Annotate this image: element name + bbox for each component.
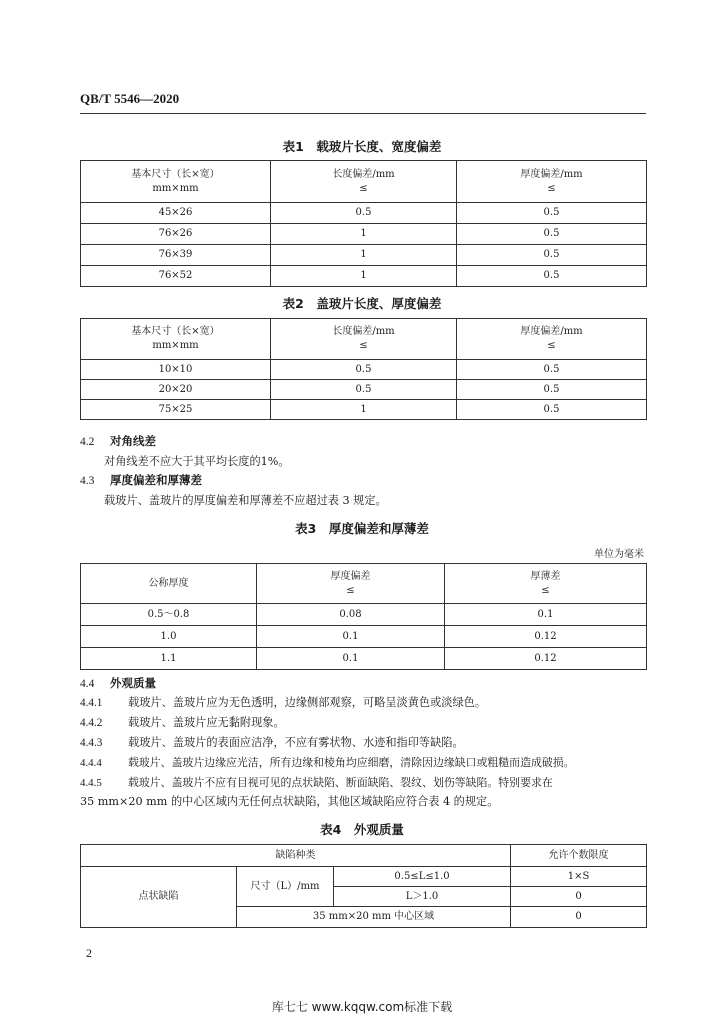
section-title: 厚度偏差和厚薄差 [110,473,202,487]
table3-header-cell: 厚薄差 ≤ [445,564,647,604]
table-row [81,266,647,287]
section-4-2-text: 对角线差不应大于其平均长度的1%。 [104,455,290,468]
table-cell: 0 [511,887,647,907]
table4-header-row [81,845,647,867]
table4-caption: 表4 外观质量 [320,822,404,837]
table2-header-cell: 厚度偏差/mm ≤ [457,319,647,360]
table-cell: 0.5 [271,203,457,224]
table-cell: 0.1 [445,604,647,626]
table-row [81,380,647,400]
table3-header-cell: 公称厚度 [81,564,257,604]
table-cell: 0.5 [457,360,647,380]
table-cell: 0.1 [257,648,445,670]
table-cell: 1.0 [81,626,257,648]
table-cell: 1.1 [81,648,257,670]
table-cell: 0.12 [445,648,647,670]
section-number: 4.4 [80,678,95,690]
table-cell: 20×20 [81,380,271,400]
table-cell: 45×26 [81,203,271,224]
table3-header-cell: 厚度偏差 ≤ [257,564,445,604]
table-row [81,203,647,224]
table-cell: 0.5 [457,380,647,400]
table3-caption: 表3 厚度偏差和厚薄差 [295,521,429,536]
table4-header-cell: 允许个数限度 [511,845,647,867]
clause-4-4-2: 4.4.2 载玻片、盖玻片应无黏附现象。 [80,716,285,729]
table2 [80,318,647,420]
clause-4-4-5: 4.4.5 载玻片、盖玻片不应有目视可见的点状缺陷、断面缺陷、裂纹、划伤等缺陷。特别要求在 [80,776,553,789]
table3-header-row [81,564,647,604]
table-cell: 0 [511,907,647,928]
table1-header-row [81,161,647,203]
table-cell: 76×39 [81,245,271,266]
table3-unit: 单位为毫米 [594,549,644,560]
table1-header-cell: 厚度偏差/mm ≤ [457,161,647,203]
table1-caption: 表1 载玻片长度、宽度偏差 [282,139,442,154]
table-cell: 0.5 [457,203,647,224]
header-rule [80,113,646,114]
table2-header-cell: 基本尺寸（长×宽） mm×mm [81,319,271,360]
table-cell: 1 [271,266,457,287]
table-cell: 0.12 [445,626,647,648]
table-cell: 0.5 [271,360,457,380]
table-cell: L＞1.0 [334,887,511,907]
section-4-3-heading [80,472,202,488]
table-cell: 0.1 [257,626,445,648]
standard-id: QB/T 5546—2020 [80,91,180,106]
table-row [81,360,647,380]
section-title: 外观质量 [110,676,156,690]
table4-category-cell: 点状缺陷 [81,867,237,928]
footer-watermark: 库七七 www.kqqw.com标准下载 [271,1000,453,1014]
table1 [80,160,647,287]
table-cell: 1 [271,400,457,420]
table-row [81,400,647,420]
section-number: 4.2 [80,436,95,448]
clause-4-4-1: 4.4.1 载玻片、盖玻片应为无色透明，边缘侧部观察，可略呈淡黄色或淡绿色。 [80,696,487,709]
table-row [81,626,647,648]
section-number: 4.3 [80,475,95,487]
table-cell: 0.5 [457,224,647,245]
table-row [81,224,647,245]
table-cell: 1 [271,224,457,245]
table-row [81,648,647,670]
table-cell: 0.5 [457,245,647,266]
table2-header-row [81,319,647,360]
table-cell: 0.5 [457,266,647,287]
table-row [81,604,647,626]
table-cell: 75×25 [81,400,271,420]
table1-header-cell: 基本尺寸（长×宽） mm×mm [81,161,271,203]
table4 [80,844,647,928]
section-4-2-heading [80,433,156,449]
section-4-4-heading [80,675,156,691]
table-cell: 35 mm×20 mm 中心区域 [237,907,511,928]
table-cell: 76×52 [81,266,271,287]
table-cell: 76×26 [81,224,271,245]
table4-size-label-cell: 尺寸（L）/mm [237,867,334,907]
table-cell: 0.5 [271,380,457,400]
table1-header-cell: 长度偏差/mm ≤ [271,161,457,203]
table-row [81,245,647,266]
table2-header-cell: 长度偏差/mm ≤ [271,319,457,360]
table-cell: 10×10 [81,360,271,380]
table-cell: 1 [271,245,457,266]
clause-4-4-5-continuation: 35 mm×20 mm 的中心区域内无任何点状缺陷，其他区域缺陷应符合表 4 的规定。 [80,795,499,808]
page-number: 2 [86,946,92,960]
clause-4-4-3: 4.4.3 载玻片、盖玻片的表面应洁净，不应有雾状物、水迹和指印等缺陷。 [80,736,464,749]
table3 [80,563,647,670]
section-4-3-text: 载玻片、盖玻片的厚度偏差和厚薄差不应超过表 3 规定。 [104,494,387,507]
table-row [81,867,647,887]
clause-4-4-4: 4.4.4 载玻片、盖玻片边缘应光洁，所有边缘和棱角均应细磨，清除因边缘缺口或粗糙而造成破损。 [80,756,575,769]
table-cell: 0.08 [257,604,445,626]
table-cell: 1×S [511,867,647,887]
section-title: 对角线差 [110,434,156,448]
table2-caption: 表2 盖玻片长度、厚度偏差 [282,296,442,311]
table4-header-cell: 缺陷种类 [81,845,511,867]
table-cell: 0.5 [457,400,647,420]
table-cell: 0.5～0.8 [81,604,257,626]
table-cell: 0.5≤L≤1.0 [334,867,511,887]
